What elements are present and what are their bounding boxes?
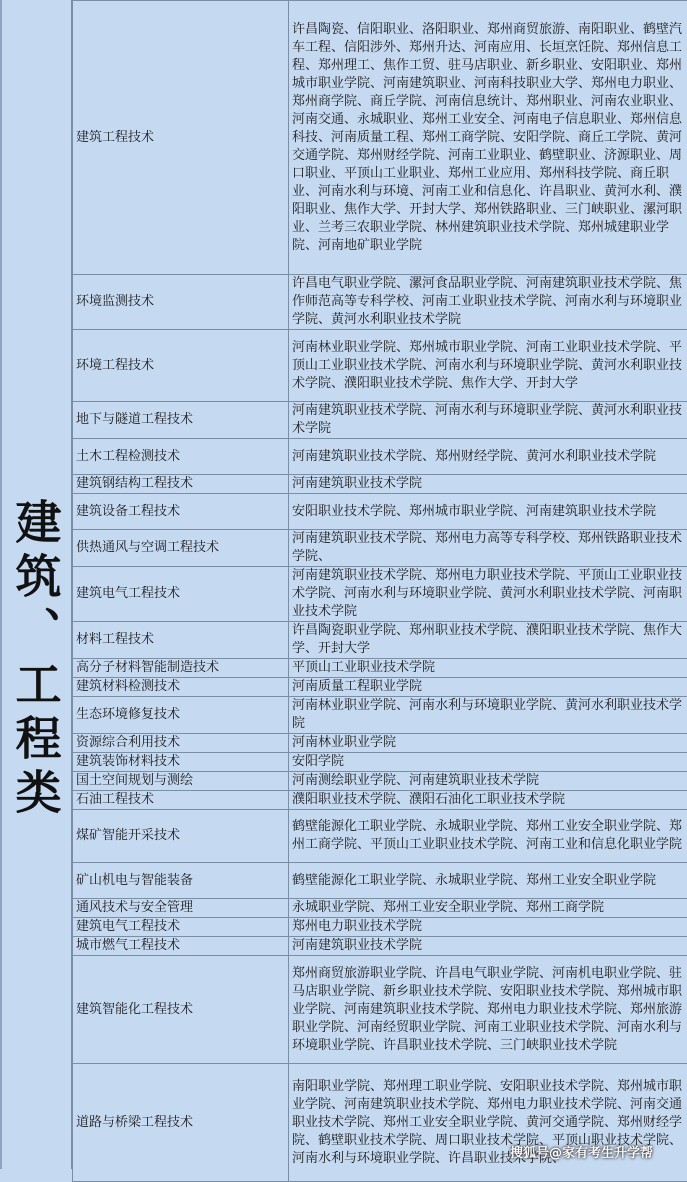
table-row [73, 791, 687, 810]
table-row [73, 475, 687, 494]
table-row [73, 622, 687, 659]
major-name-cell: 建筑电气工程技术 [73, 918, 289, 937]
schools-cell: 河南建筑职业技术学院、郑州财经学院、黄河水利职业技术学院 [289, 439, 687, 475]
table-row [73, 330, 687, 402]
category-cell [0, 0, 72, 1169]
table-row [73, 956, 687, 1064]
schools-cell: 河南林业职业学院 [289, 734, 687, 753]
table-row [73, 678, 687, 697]
major-name-cell: 建筑工程技术 [73, 1, 289, 275]
table-row [73, 753, 687, 772]
major-name-cell: 建筑材料检测技术 [73, 678, 289, 697]
category-label: 建筑、工程类 [3, 498, 69, 822]
table-row [73, 937, 687, 956]
major-name-cell: 生态环境修复技术 [73, 697, 289, 734]
schools-cell: 河南林业职业学院、郑州城市职业学院、河南工业职业技术学院、平顶山工业职业技术学院、河南水利与环境职业学院、黄河水利职业技术学院、濮阳职业技术学院、焦作大学、开封大学 [289, 330, 687, 402]
major-name-cell: 地下与隧道工程技术 [73, 402, 289, 439]
major-name-cell: 城市燃气工程技术 [73, 937, 289, 956]
table-row [73, 899, 687, 918]
schools-cell: 永城职业学院、郑州工业安全职业学院、郑州工商学院 [289, 899, 687, 918]
table-row [73, 863, 687, 899]
major-name-cell: 资源综合利用技术 [73, 734, 289, 753]
table-row [73, 567, 687, 622]
major-name-cell: 煤矿智能开采技术 [73, 810, 289, 863]
table-row [73, 734, 687, 753]
schools-cell: 鹤壁能源化工职业学院、永城职业学院、郑州工业安全职业学院 [289, 863, 687, 899]
schools-cell: 河南质量工程职业学院 [289, 678, 687, 697]
schools-cell: 安阳学院 [289, 753, 687, 772]
major-name-cell: 供热通风与空调工程技术 [73, 530, 289, 567]
major-name-cell: 建筑设备工程技术 [73, 494, 289, 530]
table-row [73, 530, 687, 567]
schools-cell: 许昌陶瓷职业学院、郑州职业技术学院、濮阳职业技术学院、焦作大学、开封大学 [289, 622, 687, 659]
major-name-cell: 通风技术与安全管理 [73, 899, 289, 918]
table-row [73, 659, 687, 678]
major-name-cell: 环境工程技术 [73, 330, 289, 402]
majors-table [72, 0, 687, 1182]
major-name-cell: 建筑装饰材料技术 [73, 753, 289, 772]
schools-cell: 河南建筑职业技术学院、郑州电力高等专科学校、郑州铁路职业技术学院、 [289, 530, 687, 567]
schools-cell: 平顶山工业职业技术学院 [289, 659, 687, 678]
major-name-cell: 材料工程技术 [73, 622, 289, 659]
schools-cell: 河南建筑职业技术学院、河南水利与环境职业学院、黄河水利职业技术学院 [289, 402, 687, 439]
schools-cell: 郑州商贸旅游职业学院、许昌电气职业学院、河南机电职业学院、驻马店职业学院、新乡职业技术学院、安阳职业技术学院、郑州城市职业学院、河南建筑职业技术学院、郑州电力职业技术学院、郑州旅游职业学院、河南经贸职业学院、河南工业职业技术学院、河南水利与环境职业学院、许昌职业技术学院、三门峡职业技术学院 [289, 956, 687, 1064]
table-row [73, 697, 687, 734]
table-row [73, 772, 687, 791]
table-row [73, 402, 687, 439]
table-row [73, 439, 687, 475]
majors-table-body [73, 1, 687, 1182]
schools-cell: 濮阳职业技术学院、濮阳石油化工职业技术学院 [289, 791, 687, 810]
major-name-cell: 环境监测技术 [73, 275, 289, 330]
major-name-cell: 土木工程检测技术 [73, 439, 289, 475]
schools-cell: 南阳职业学院、郑州理工职业学院、安阳职业技术学院、郑州城市职业学院、河南建筑职业技术学院、郑州电力职业技术学院、河南交通职业技术学院、郑州工业安全职业学院、黄河交通学院、郑州财经学院、鹤壁职业技术学院、周口职业技术学院、平顶山职业技术学院、河南水利与环境职业学院、许昌职业技术学院、 [289, 1064, 687, 1182]
table-row [73, 494, 687, 530]
schools-cell: 河南林业职业学院、河南水利与环境职业学院、黄河水利职业技术学院 [289, 697, 687, 734]
table-row [73, 918, 687, 937]
major-name-cell: 国土空间规划与测绘 [73, 772, 289, 791]
schools-cell: 许昌电气职业学院、漯河食品职业学院、河南建筑职业技术学院、焦作师范高等专科学校、河南工业职业技术学院、河南水利与环境职业学院、黄河水利职业技术学院 [289, 275, 687, 330]
major-name-cell: 高分子材料智能制造技术 [73, 659, 289, 678]
schools-cell: 河南测绘职业学院、河南建筑职业技术学院 [289, 772, 687, 791]
major-name-cell: 建筑电气工程技术 [73, 567, 289, 622]
schools-cell: 河南建筑职业技术学院 [289, 475, 687, 494]
table-row [73, 1, 687, 275]
major-name-cell: 道路与桥梁工程技术 [73, 1064, 289, 1182]
schools-cell: 河南建筑职业技术学院、郑州电力职业技术学院、平顶山工业职业技术学院、河南水利与环境职业学院、黄河水利职业技术学院、河南职业技术学院 [289, 567, 687, 622]
major-name-cell: 石油工程技术 [73, 791, 289, 810]
table-row [73, 810, 687, 863]
schools-cell: 河南建筑职业技术学院 [289, 937, 687, 956]
major-name-cell: 建筑钢结构工程技术 [73, 475, 289, 494]
schools-cell: 许昌陶瓷、信阳职业、洛阳职业、郑州商贸旅游、南阳职业、鹤壁汽车工程、信阳涉外、郑州升达、河南应用、长垣烹饪院、郑州信息工程、郑州理工、焦作工贸、驻马店职业、新乡职业、安阳职业、郑州城市职业学院、河南建筑职业、河南科技职业大学、郑州电力职业、郑州商学院、商丘学院、河南信息统计、郑州职业、河南农业职业、河南交通、永城职业、郑州工业安全、河南电子信息职业、郑州信息科技、河南质量工程、郑州工商学院、安阳学院、商丘工学院、黄河交通学院、郑州财经学院、河南工业职业、鹤壁职业、济源职业、周口职业、平顶山工业职业、郑州工业应用、郑州科技学院、商丘职业、河南水利与环境、河南工业和信息化、许昌职业、黄河水利、濮阳职业、焦作大学、开封大学、郑州铁路职业、三门峡职业、漯河职业、兰考三农职业学院、林州建筑职业技术学院、郑州城建职业学院、河南地矿职业学院 [289, 1, 687, 275]
major-name-cell: 建筑智能化工程技术 [73, 956, 289, 1064]
table-row [73, 275, 687, 330]
schools-cell: 鹤壁能源化工职业学院、永城职业学院、郑州工业安全职业学院、郑州工商学院、平顶山工业职业技术学院、河南工业和信息化职业学院 [289, 810, 687, 863]
table-row [73, 1064, 687, 1182]
schools-cell: 郑州电力职业技术学院 [289, 918, 687, 937]
watermark: 搜狐号@家有考生升学帮 [510, 1142, 653, 1161]
schools-cell: 安阳职业技术学院、郑州城市职业学院、河南建筑职业技术学院 [289, 494, 687, 530]
major-name-cell: 矿山机电与智能装备 [73, 863, 289, 899]
